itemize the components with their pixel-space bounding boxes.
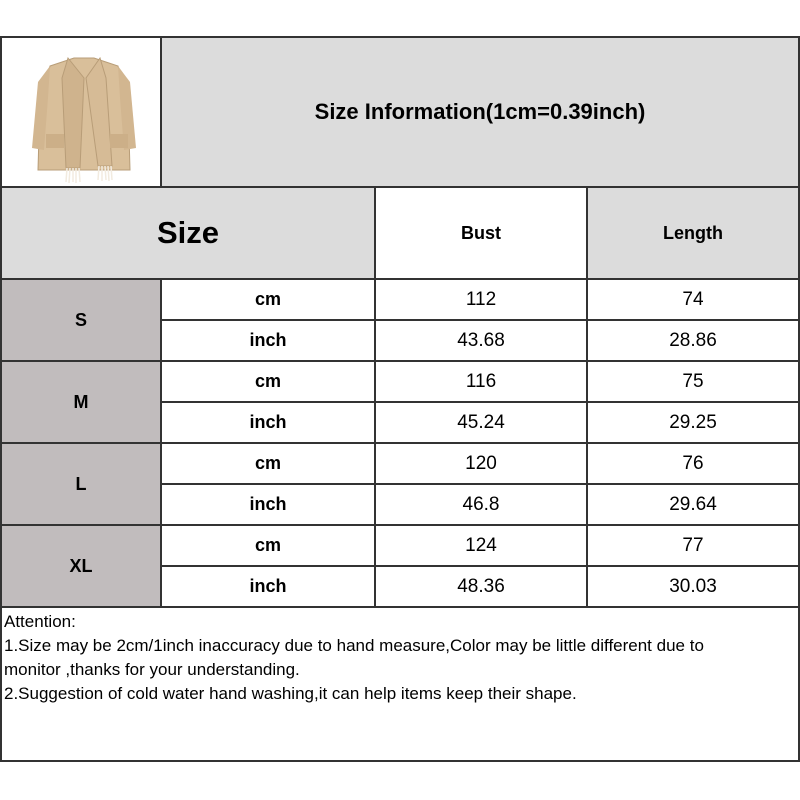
attention-line: 2.Suggestion of cold water hand washing,it can help items keep their shape.	[4, 684, 577, 703]
length-value: 75	[682, 370, 704, 392]
bust-value: 112	[465, 288, 497, 310]
grid-line	[0, 278, 800, 280]
bust-value-cell	[376, 403, 586, 442]
bust-value: 48.36	[457, 575, 505, 597]
length-value: 28.86	[669, 329, 717, 351]
grid-line	[160, 36, 162, 188]
unit-label: inch	[249, 412, 287, 432]
bust-value: 45.24	[457, 411, 505, 433]
grid-line	[586, 186, 588, 608]
header-title-cell	[162, 38, 798, 186]
bust-value-cell	[376, 280, 586, 319]
unit-cell	[162, 403, 374, 442]
bust-value-cell	[376, 485, 586, 524]
grid-line	[0, 606, 800, 608]
unit-label: inch	[249, 576, 287, 596]
length-value: 29.25	[669, 411, 717, 433]
size-label: XL	[69, 555, 93, 576]
page-title: Size Information(1cm=0.39inch)	[314, 99, 646, 124]
bust-value-cell	[376, 444, 586, 483]
bust-header-cell	[376, 188, 586, 278]
unit-cell	[162, 280, 374, 319]
grid-line	[0, 186, 800, 188]
unit-label: inch	[249, 330, 287, 350]
bust-value-cell	[376, 362, 586, 401]
length-value: 76	[682, 452, 704, 474]
length-value-cell	[588, 567, 798, 606]
attention-notes	[4, 610, 800, 706]
grid-line	[0, 360, 800, 362]
attention-heading: Attention:	[4, 612, 76, 631]
bust-value: 124	[465, 534, 497, 556]
unit-cell	[162, 485, 374, 524]
length-value-cell	[588, 362, 798, 401]
size-header: Size	[156, 215, 220, 250]
length-value: 30.03	[669, 575, 717, 597]
grid-line	[160, 278, 162, 608]
bust-value: 43.68	[457, 329, 505, 351]
size-label-cell	[2, 362, 160, 442]
size-label-cell	[2, 444, 160, 524]
length-header-cell	[588, 188, 798, 278]
length-value-cell	[588, 485, 798, 524]
length-value: 29.64	[669, 493, 717, 515]
size-label: L	[75, 473, 87, 494]
unit-cell	[162, 444, 374, 483]
size-label: M	[73, 391, 89, 412]
column-header-bust: Bust	[461, 222, 501, 243]
bust-value-cell	[376, 526, 586, 565]
unit-cell	[162, 526, 374, 565]
unit-cell	[162, 321, 374, 360]
unit-label: cm	[254, 535, 281, 555]
bust-value: 46.8	[462, 493, 500, 515]
unit-label: cm	[254, 289, 281, 309]
grid-line	[0, 442, 800, 444]
grid-line	[160, 401, 800, 403]
grid-line	[160, 565, 800, 567]
size-label-cell	[2, 526, 160, 606]
size-label-cell	[2, 280, 160, 360]
length-value: 77	[682, 534, 704, 556]
bust-value-cell	[376, 321, 586, 360]
length-value: 74	[682, 288, 704, 310]
grid-line	[374, 186, 376, 608]
attention-line: monitor ,thanks for your understanding.	[4, 660, 300, 679]
length-value-cell	[588, 444, 798, 483]
grid-line	[0, 524, 800, 526]
bust-value-cell	[376, 567, 586, 606]
bust-value: 120	[465, 452, 497, 474]
grid-line	[160, 319, 800, 321]
attention-line: 1.Size may be 2cm/1inch inaccuracy due to hand measure,Color may be little different due to	[4, 636, 704, 655]
size-header-cell	[2, 188, 374, 278]
grid-line	[160, 483, 800, 485]
unit-label: cm	[254, 453, 281, 473]
bust-value: 116	[465, 370, 497, 392]
unit-cell	[162, 567, 374, 606]
size-label: S	[74, 309, 87, 330]
length-value-cell	[588, 526, 798, 565]
unit-cell	[162, 362, 374, 401]
column-header-length: Length	[663, 222, 723, 243]
unit-label: inch	[249, 494, 287, 514]
length-value-cell	[588, 280, 798, 319]
length-value-cell	[588, 321, 798, 360]
product-image-cell	[2, 38, 160, 186]
unit-label: cm	[254, 371, 281, 391]
coat-image	[2, 38, 160, 186]
length-value-cell	[588, 403, 798, 442]
